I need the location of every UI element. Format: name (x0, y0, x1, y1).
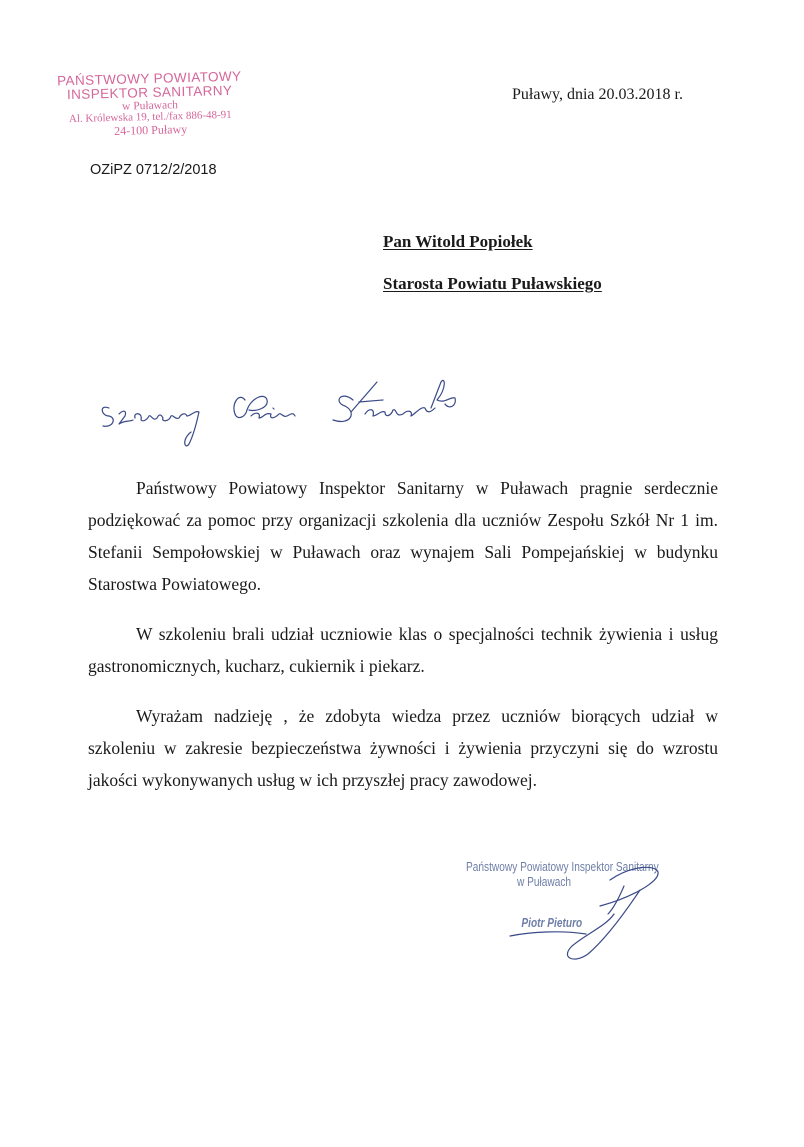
paragraph: Wyrażam nadzieję , że zdobyta wiedza przez uczniów biorących udział w szkoleniu w zakresie bezpieczeństwa żywności i żywienia przyczyni się do wzrostu jakości wykonywanych usług w ich przyszłej pracy zawodowej. (88, 706, 718, 790)
addressee-name: Pan Witold Popiołek (383, 232, 533, 251)
letter-body (88, 472, 718, 814)
signature-stamp-line-2: w Puławach (516, 873, 572, 889)
institution-stamp (39, 69, 261, 139)
handwritten-greeting (95, 370, 475, 470)
paragraph: Państwowy Powiatowy Inspektor Sanitarny w Puławach pragnie serdecznie podziękować za pomoc przy organizacji szkolenia dla uczniów Zespołu Szkół Nr 1 im. Stefanii Sempołowskiej w Puławach oraz wynajem Sali Pompejańskiej w budynku Starostwa Powiatowego. (88, 478, 718, 594)
stamp-line-1: PAŃSTWOWY POWIATOWY (56, 68, 242, 89)
handwritten-signature (490, 850, 690, 975)
place-date: Puławy, dnia 20.03.2018 r. (512, 86, 683, 103)
stamp-line-4: Al. Królewska 19, tel./fax 886-48-91 (68, 109, 232, 126)
stamp-line-3: w Puławach (121, 99, 179, 114)
stamp-line-5: 24-100 Puławy (114, 121, 188, 138)
signature-stamp-name: Piotr Pieturo (521, 914, 583, 930)
signature-stamp-line-1: Państwowy Powiatowy Inspektor Sanitarny (466, 859, 659, 874)
stamp-line-2: INSPEKTOR SANITARNY (66, 83, 233, 103)
paragraph: W szkoleniu brali udział uczniowie klas o specjalności technik żywienia i usług gastronomicznych, kucharz, cukiernik i piekarz. (88, 624, 718, 676)
addressee-title: Starosta Powiatu Puławskiego (383, 274, 602, 293)
reference-number: OZiPZ 0712/2/2018 (90, 162, 217, 178)
